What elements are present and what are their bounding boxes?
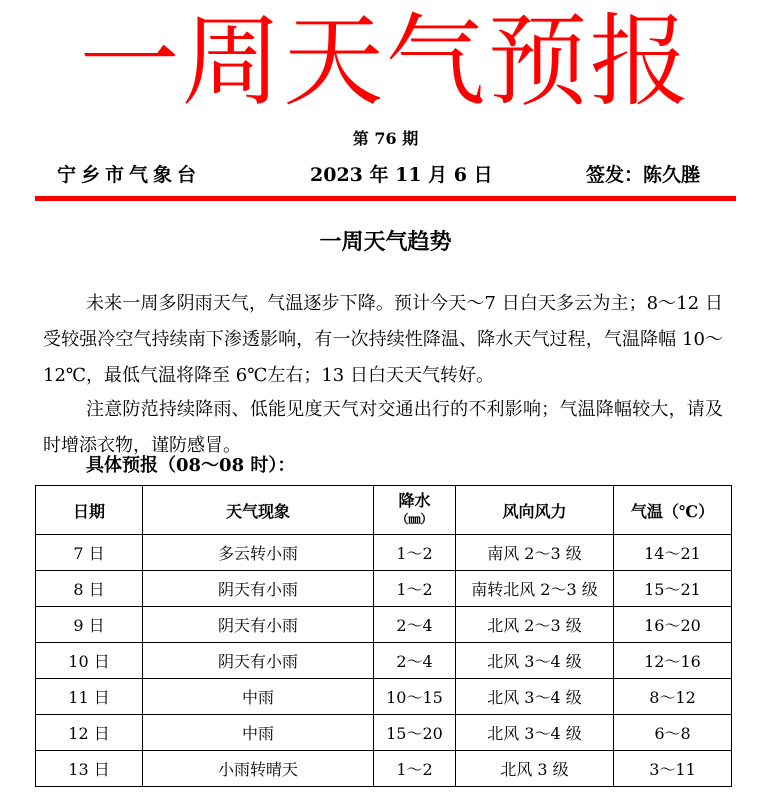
cell-weather: 阴天有小雨 <box>143 643 374 679</box>
column-header-precip-unit: （㎜） <box>396 512 433 526</box>
cell-temp: 16～20 <box>614 607 732 643</box>
trend-paragraph-1: 未来一周多阴雨天气，气温逐步下降。预计今天～7 日白天多云为主；8～12 日受较强冷空气持续南下渗透影响，有一次持续性降温、降水天气过程，气温降幅 10～12℃，最低气温将降至 6℃左右；13 日白天天气转好。 <box>43 293 723 386</box>
cell-weather: 中雨 <box>143 715 374 751</box>
cell-date: 10 日 <box>36 643 143 679</box>
cell-wind: 南转北风 2～3 级 <box>456 571 614 607</box>
cell-temp: 3～11 <box>614 751 732 787</box>
forecast-table <box>35 485 732 787</box>
cell-weather: 阴天有小雨 <box>143 607 374 643</box>
cell-date: 13 日 <box>36 751 143 787</box>
cell-weather: 阴天有小雨 <box>143 571 374 607</box>
cell-wind: 北风 3～4 级 <box>456 643 614 679</box>
cell-precip: 1～2 <box>374 571 456 607</box>
table-row <box>36 643 732 679</box>
cell-temp: 6～8 <box>614 715 732 751</box>
cell-weather: 中雨 <box>143 679 374 715</box>
cell-weather: 多云转小雨 <box>143 535 374 571</box>
cell-precip: 1～2 <box>374 751 456 787</box>
table-row <box>36 679 732 715</box>
column-header-wind: 风向风力 <box>456 486 614 535</box>
issue-number: 第 76 期 <box>352 129 419 148</box>
table-row <box>36 715 732 751</box>
trend-paragraph-2: 注意防范持续降雨、低能见度天气对交通出行的不利影响；气温降幅较大，请及时增添衣物，谨防感冒。 <box>43 399 723 456</box>
table-row <box>36 751 732 787</box>
cell-wind: 北风 3～4 级 <box>456 715 614 751</box>
cell-precip: 15～20 <box>374 715 456 751</box>
cell-wind: 北风 3～4 级 <box>456 679 614 715</box>
cell-date: 7 日 <box>36 535 143 571</box>
issuing-organization: 宁乡市气象台 <box>57 164 202 186</box>
cell-wind: 北风 2～3 级 <box>456 607 614 643</box>
column-header-precip <box>374 486 456 535</box>
cell-precip: 2～4 <box>374 607 456 643</box>
cell-date: 11 日 <box>36 679 143 715</box>
issue-date: 2023 年 11 月 6 日 <box>310 164 493 186</box>
column-header-precip-label: 降水 <box>398 491 431 510</box>
table-row <box>36 535 732 571</box>
masthead-title: 一周天气预报 <box>79 3 692 120</box>
cell-temp: 12～16 <box>614 643 732 679</box>
table-row <box>36 607 732 643</box>
cell-temp: 8～12 <box>614 679 732 715</box>
column-header-temp: 气温（℃） <box>614 486 732 535</box>
signer: 签发：陈久塍 <box>586 164 701 186</box>
column-header-date: 日期 <box>36 486 143 535</box>
cell-precip: 2～4 <box>374 643 456 679</box>
header-divider <box>35 196 736 201</box>
column-header-weather: 天气现象 <box>143 486 374 535</box>
cell-date: 9 日 <box>36 607 143 643</box>
cell-precip: 1～2 <box>374 535 456 571</box>
cell-date: 8 日 <box>36 571 143 607</box>
cell-temp: 14～21 <box>614 535 732 571</box>
table-row <box>36 571 732 607</box>
forecast-header-row <box>36 486 732 535</box>
trend-heading: 一周天气趋势 <box>319 229 452 255</box>
cell-precip: 10～15 <box>374 679 456 715</box>
cell-weather: 小雨转晴天 <box>143 751 374 787</box>
cell-date: 12 日 <box>36 715 143 751</box>
cell-temp: 15～21 <box>614 571 732 607</box>
forecast-caption: 具体预报（08～08 时）： <box>86 455 296 476</box>
cell-wind: 南风 2～3 级 <box>456 535 614 571</box>
cell-wind: 北风 3 级 <box>456 751 614 787</box>
